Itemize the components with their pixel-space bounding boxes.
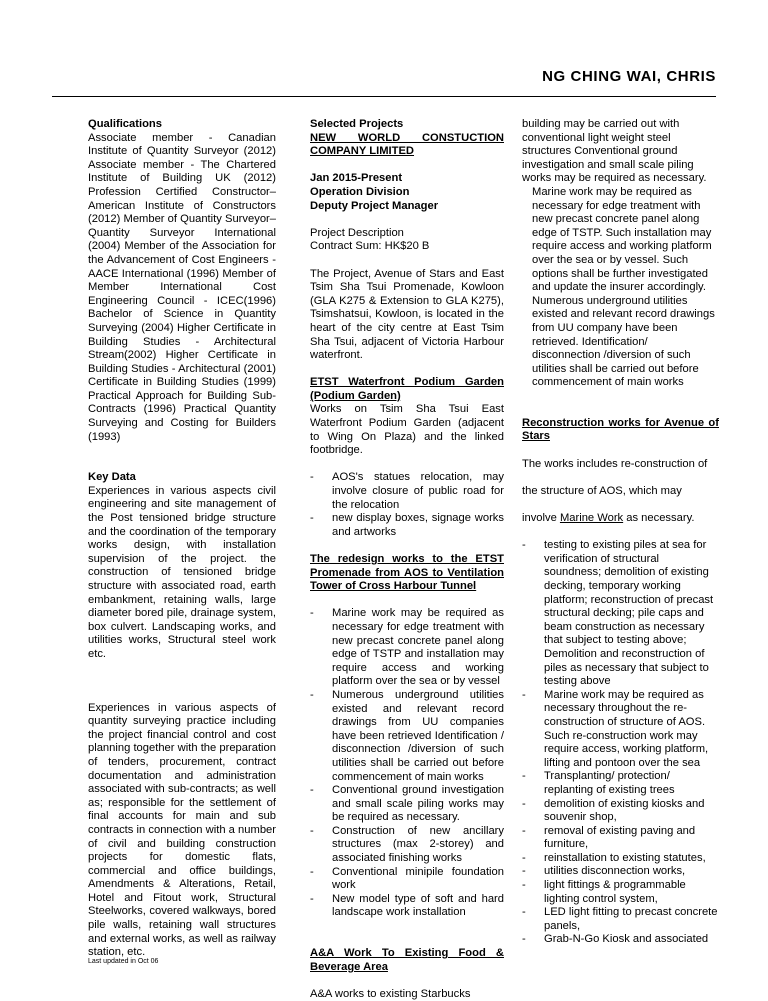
marine-work-link: Marine Work: [559, 512, 624, 525]
aa-heading: A&A Work To Existing Food & Beverage Area: [310, 947, 504, 973]
reconstruction-heading: Reconstruction works for Avenue of Stars: [522, 416, 719, 443]
redesign-heading: The redesign works to the ETST Promenade from AOS to Ventilation Tower of Cross Harbour Tunnel: [310, 553, 504, 593]
list-item: - Grab-N-Go Kiosk and associated: [522, 933, 719, 947]
reconstruction-line-3-pre: involve: [522, 512, 560, 525]
projects-heading: Selected Projects: [310, 118, 404, 130]
list-item: - removal of existing paving and furniture,: [522, 825, 719, 852]
project-division: Operation Division: [310, 185, 410, 198]
reconstruction-line-2: the structure of AOS, which may: [522, 484, 682, 497]
column-qualifications: [88, 118, 276, 960]
marine-text: Marine work may be required as necessary for edge treatment with new precast concrete panel along edge of TSTP. Such installation may require access and working platform over the sea or by vessel. Such options shall be further investigated and update the insurer accordingly. Numerous underground utilities existed and relevant record drawings from UU company have been retrieved. Identification/ disconnection /diversion of such utilities shall be carried out before commencement of main works: [532, 185, 715, 389]
list-item: - AOS's statues relocation, may involve closure of public road for the relocation: [310, 471, 504, 512]
project-role: Deputy Project Manager: [310, 199, 439, 212]
list-item: - Transplanting/ protection/ replanting of existing trees: [522, 770, 719, 797]
etst-heading: ETST Waterfront Podium Garden (Podium Garden): [310, 376, 504, 402]
list-item: - Conventional minipile foundation work: [310, 866, 504, 893]
etst-bullet-list: [310, 471, 504, 539]
list-item: - LED light fitting to precast concrete panels,: [522, 906, 719, 933]
resume-name: NG CHING WAI, CHRIS: [542, 68, 716, 85]
header-rule: [52, 96, 716, 97]
keydata-paragraph-1: Experiences in various aspects civil engineering and site management of the Post tensioned bridge structure and the coordination of the temporary works design, with installation supervision of the project. the construction of tensioned bridge structure with associated road, earth embankment, retaining walls, large diameter bored pile, drainage system, box culvert. Landscaping works, and utilities works, Structural steel work etc.: [88, 484, 276, 660]
list-item: - testing to existing piles at sea for verification of structural soundness; demolition of existing decking, temporary working platform; reconstruction of precast structural decking; pile caps and beam construction as necessary that subject to testing above; Demolition and reconstruction of piles as necessary that subject to testing above: [522, 539, 719, 689]
redesign-bullet-list: [310, 607, 504, 920]
qualifications-text: Associate member - Canadian Institute of Quantity Surveyor (2012) Associate member - The Chartered Institute of Building UK (2012) Profession Certified Constructor– American Institute of Constructors (2012) Member of Quantity Surveyor– Quantity Surveyor International (2004) Member of the Association for the Advancement of Cost Engineers - AACE International (1996) Member of Member International Cost Engineering Council - ICEC(1996) Bachelor of Science in Quantity Surveying (2004) Higher Certificate in Building Studies - Architectural Stream(2002) Higher Certificate in Building Studies - Architectural (2001) Certificate in Building Studies (1999) Practical Approach for Building Sub-Contracts (1996) Practical Quantity Surveying and Costing for Builders (1993): [88, 131, 276, 443]
column-continued: [522, 118, 719, 947]
list-item: - Conventional ground investigation and small scale piling works may be required as necessary.: [310, 784, 504, 825]
keydata-paragraph-2: Experiences in various aspects of quantity surveying practice including the project financial control and cost planning together with the preparation of tenders, procurement, contract documentation and administration associated with sub-contracts; as well as; responsible for the settlement of final accounts for main and sub contracts in connection with a number of civil and building construction projects for domestic flats, commercial and office buildings, Amendments & Alterations, Retail, Hotel and Fitout work, Structural Steelworks, covered walkways, bored pile walls, retaining wall structures and external works, as well as railway station, etc.: [88, 701, 276, 959]
aa-text: A&A works to existing Starbucks: [310, 987, 471, 1000]
project-description-label: Project Description: [310, 226, 404, 239]
project-overview: The Project, Avenue of Stars and East Tsim Sha Tsui Promenade, Kowloon (GLA K275 & Extension to GLA K275), Tsimshatsui, Kowloon, is located in the heart of the city centre at East Tsim Sha Tsui, adjacent of Victoria Harbour waterfront.: [310, 267, 504, 362]
continued-text: building may be carried out with conventional light weight steel structures Conventional ground investigation and small scale piling works may be required as necessary.: [522, 118, 707, 185]
list-item: - demolition of existing kiosks and souvenir shop,: [522, 798, 719, 825]
list-item: - New model type of soft and hard landscape work installation: [310, 893, 504, 920]
list-item: - Numerous underground utilities existed and relevant record drawings from UU companies have been retrieved Identification / disconnection /diversion of such utilities shall be carried out before commencement of main works: [310, 689, 504, 784]
etst-text: Works on Tsim Sha Tsui East Waterfront Podium Garden (adjacent to Wing On Plaza) and the linked footbridge.: [310, 403, 504, 457]
list-item: - utilities disconnection works,: [522, 865, 719, 879]
project-period: Jan 2015-Present: [310, 172, 403, 185]
reconstruction-bullet-list: [522, 539, 719, 947]
company-name: NEW WORLD CONSTUCTION COMPANY LIMITED: [310, 131, 504, 158]
qualifications-heading: Qualifications: [88, 118, 162, 130]
footer-last-updated: Last updated in Oct 06: [88, 958, 159, 965]
list-item: - light fittings & programmable lighting control system,: [522, 879, 719, 906]
reconstruction-line-1: The works includes re-construction of: [522, 457, 708, 470]
list-item: - new display boxes, signage works and artworks: [310, 512, 504, 539]
list-item: - Marine work may be required as necessary for edge treatment with new precast concrete panel along edge of TSTP and installation may require access and working platform over the sea or by vessel: [310, 607, 504, 689]
list-item: - Marine work may be required as necessary throughout the re-construction of structure of AOS. Such re-construction work may require access, working platform, lifting and pontoon over the sea: [522, 689, 719, 771]
list-item: - reinstallation to existing statutes,: [522, 852, 719, 866]
reconstruction-line-3: [522, 512, 719, 526]
keydata-heading: Key Data: [88, 471, 136, 484]
contract-sum: Contract Sum: HK$20 B: [310, 240, 430, 253]
reconstruction-line-3-post: as necessary.: [623, 512, 695, 525]
list-item: - Construction of new ancillary structures (max 2-storey) and associated finishing works: [310, 825, 504, 866]
column-projects: [310, 118, 504, 1001]
